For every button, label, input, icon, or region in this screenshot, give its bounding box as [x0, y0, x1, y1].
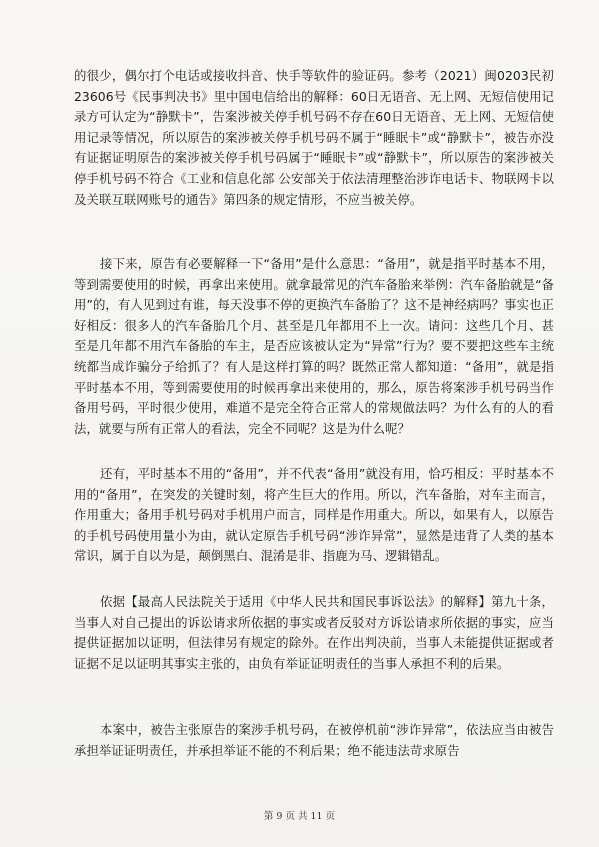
page-footer: 第 9 页 共 11 页: [263, 811, 336, 822]
paragraph-1: 的很少，偶尔打个电话或接收抖音、快手等软件的验证码。参考（2021）闽0203民初23606号《民事判决书》里中国电信给出的解释：60日无语音、无上网、无短信使用记录方可认定为“静默卡”，告案涉被关停手机号码不存在60日无语音、无上网、无短信使用记录等情况，所以原告的案涉被关停手机号码不属于“睡眠卡”或“静默卡”，被告亦没有证据证明原告的案涉被关停手机号码属于“睡眠卡”或“静默卡”，所以原告的案涉被关停手机号码不符合《工业和信息化部 公安部关于依法清理整治涉诈电话卡、物联网卡以及关联互联网账号的通告》第四条的规定情形，不应当被关停。: [74, 68, 554, 207]
paragraph-5: 本案中，被告主张原告的案涉手机号码，在被停机前“涉诈异常”，依法应当由被告承担举证证明责任，并承担举证不能的不利后果；绝不能违法苛求原告: [74, 722, 554, 758]
document-body: [74, 66, 554, 761]
paragraph-4: 依据【最高人民法院关于适用《中华人民共和国民事诉讼法》的解释】第九十条，当事人对自己提出的诉讼请求所依据的事实或者反驳对方诉讼请求所依据的事实，应当提供证据加以证明，但法律另有规定的除外。在作出判决前，当事人未能提供证据或者证据不足以证明其事实主张的，由负有举证证明责任的当事人承担不利的后果。: [74, 594, 554, 671]
paragraph-3: 还有，平时基本不用的“备用”，并不代表“备用”就没有用，恰巧相反：平时基本不用的“备用”，在突发的关键时刻，将产生巨大的作用。所以，汽车备胎，对车主而言，作用重大；备用手机号码对手机用户而言，同样是作用重大。所以，如果有人，以原告的手机号码使用量小为由，就认定原告手机号码“涉诈异常”，显然是违背了人类的基本常识，属于自以为是，颠倒黑白、混淆是非、指鹿为马、逻辑错乱。: [74, 466, 554, 564]
paragraph-2: 接下来，原告有必要解释一下“备用”是什么意思：“备用”，就是指平时基本不用，等到需要使用的时候，再拿出来使用。就拿最常见的汽车备胎来举例：汽车备胎就是“备用”的，有人见到过有谁，每天没事不停的更换汽车备胎了？这不是神经病吗？事实也正好相反：很多人的汽车备胎几个月、甚至是几年都用不上一次。请问：这些几个月、甚至是几年都不用汽车备胎的车主，是否应该被认定为“异常”行为？要不要把这些车主统统都当成诈骗分子给抓了？有人是这样打算的吗？既然正常人都知道：“备用”，就是指平时基本不用，等到需要使用的时候再拿出来使用的，那么，原告将案涉手机号码当作备用号码，平时很少使用，难道不是完全符合正常人的常规做法吗？为什么有的人的看法，就要与所有正常人的看法，完全不同呢？这是为什么呢？: [74, 256, 554, 436]
